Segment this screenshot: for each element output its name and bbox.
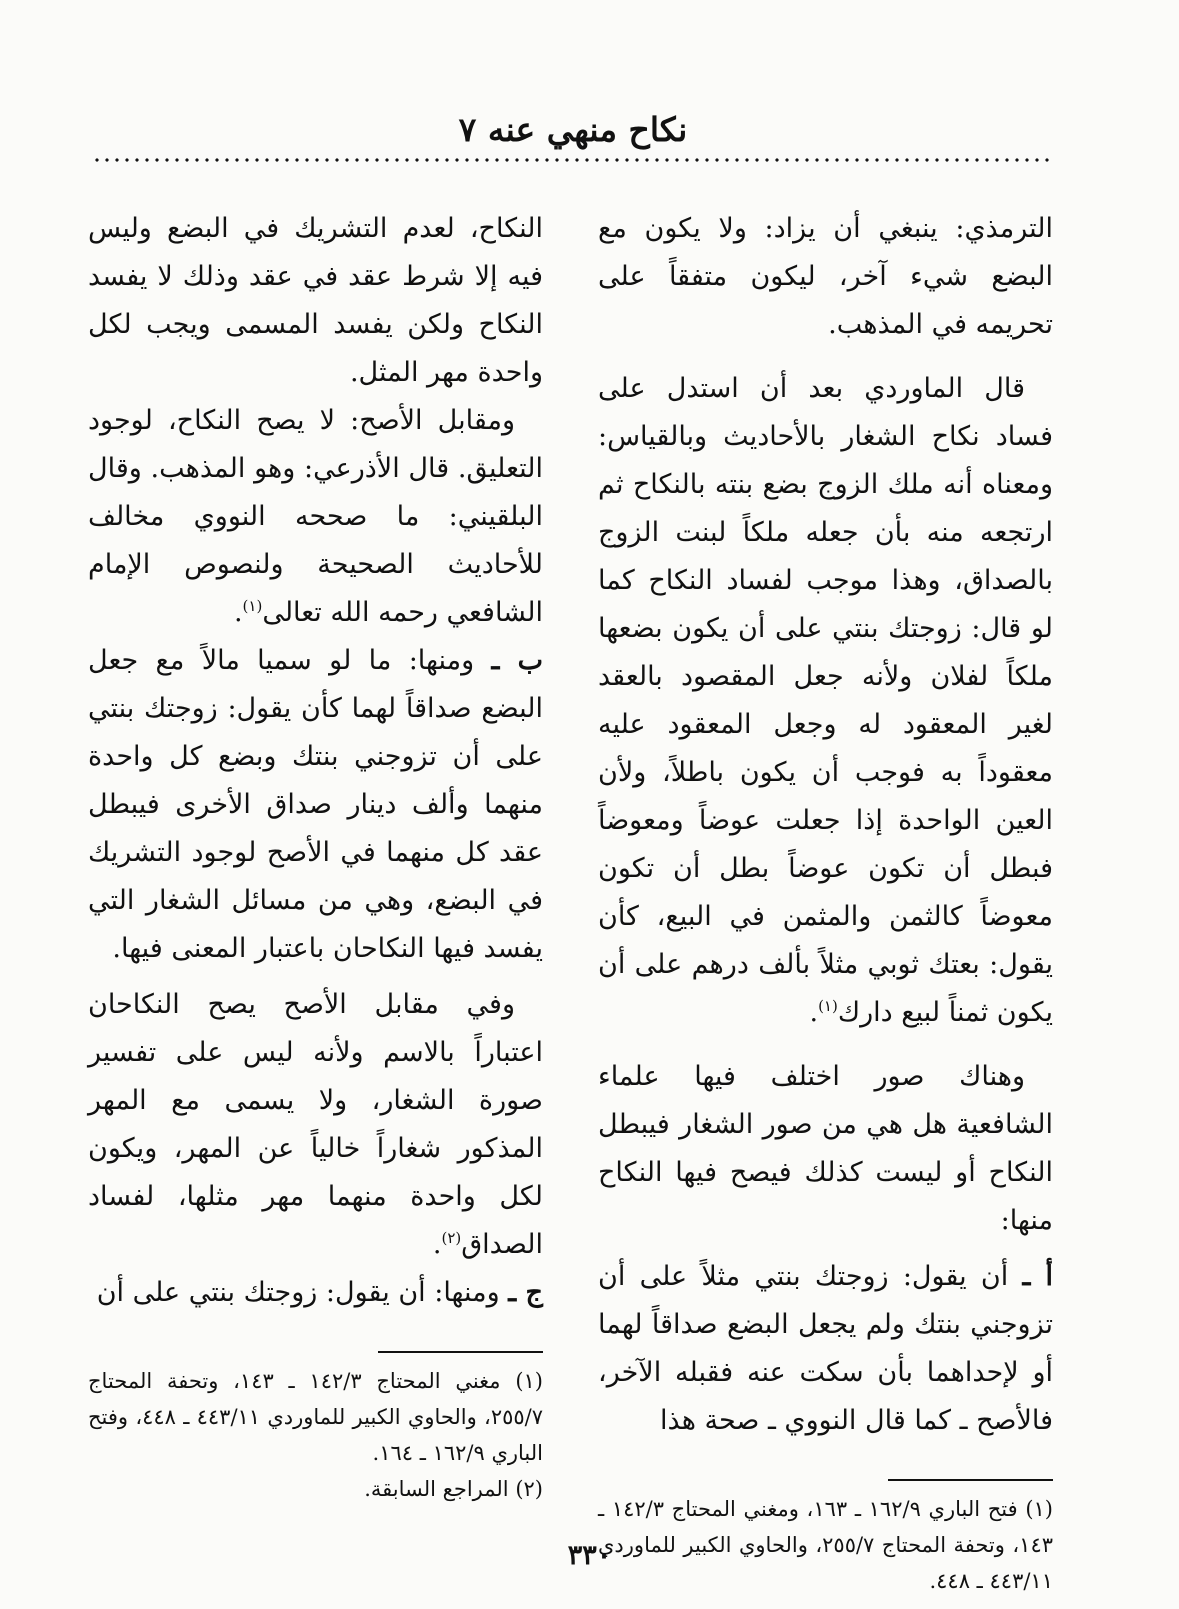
footnote-ref: (١) [242,597,263,615]
item-letter: ب ـ [491,645,543,676]
paragraph [88,637,543,973]
page-number: ٣٣٠ [567,1540,612,1571]
paragraph: الترمذي: ينبغي أن يزاد: ولا يكون مع البضع شيء آخر، ليكون متفقاً على تحريمه في المذهب. [598,213,1053,340]
paragraph-text: ومنها: ما لو سميا مالاً مع جعل البضع صداقاً لهما كأن يقول: زوجتك بنتي على أن تزوجني بنتك وبضع كل واحدة منهما وألف دينار صداق الأخرى فيبطل عقد كل منهما في الأصح لوجود التشريك في البضع، وهي من مسائل الشغار التي يفسد فيها النكاحان باعتبار المعنى فيها. [88,645,543,964]
footnote [88,1471,543,1507]
footnote-rule [888,1479,1053,1481]
paragraph-end: . [233,597,243,628]
paragraph [598,365,1053,1037]
footnote-number: (١) [515,1369,543,1393]
footnote-ref: (١) [818,997,838,1015]
footnote-text: مغني المحتاج ١٤٢/٣ ـ ١٤٣، وتحفة المحتاج ٢٥٥/٧، والحاوي الكبير للماوردي ٤٤٣/١١ ـ ٤٤٨، وفتح الباري ١٦٢/٩ ـ ١٦٤. [88,1369,544,1465]
footnote-text: فتح الباري ١٦٢/٩ ـ ١٦٣، ومغني المحتاج ١٤٢/٣ ـ ١٤٣، وتحفة المحتاج ٢٥٥/٧، والحاوي الكبير للماوردي ٤٤٣/١١ ـ ٤٤٨. [598,1497,1054,1593]
paragraph [88,1269,543,1317]
footnote-text: المراجع السابقة. [364,1477,509,1501]
left-column [88,205,543,1507]
footnote-ref: (٢) [441,1229,462,1247]
paragraph [88,397,543,637]
footnote-rule [378,1351,543,1353]
right-column [598,205,1053,1599]
paragraph: النكاح، لعدم التشريك في البضع وليس فيه إلا شرط عقد في عقد وذلك لا يفسد النكاح ولكن يفسد المسمى ويجب لكل واحدة مهر المثل. [88,213,543,388]
item-letter: ج ـ [508,1277,543,1308]
dotted-divider [92,158,1054,162]
paragraph-end: . [809,997,819,1028]
paragraph-text: وفي مقابل الأصح يصح النكاحان اعتباراً بالاسم ولأنه ليس على تفسير صورة الشغار، ولا يسمى مع المهر المذكور شغاراً خالياً عن المهر، ويكون لكل واحدة منهما مهر مثلها، لفساد الصداق [88,989,543,1260]
paragraph-text: ومقابل الأصح: لا يصح النكاح، لوجود التعليق. قال الأذرعي: وهو المذهب. وقال البلقيني: ما صححه النووي مخالف للأحاديث الصحيحة ولنصوص الإمام الشافعي رحمه الله تعالى [88,405,543,628]
footnote-number: (٢) [515,1477,543,1501]
paragraph [598,1253,1053,1445]
paragraph-text: أن يقول: زوجتك بنتي مثلاً على أن تزوجني بنتك ولم يجعل البضع صداقاً لهما أو لإحداهما بأن سكت عنه فقبله الآخر، فالأصح ـ كما قال النووي ـ صحة هذا [598,1261,1053,1436]
paragraph-text: ومنها: أن يقول: زوجتك بنتي على أن [96,1277,500,1308]
paragraph: وهناك صور اختلف فيها علماء الشافعية هل هي من صور الشغار فيبطل النكاح أو ليست كذلك فيصح فيها النكاح منها: [598,1061,1053,1236]
paragraph [88,981,543,1269]
paragraph-end: . [432,1229,442,1260]
item-letter: أ ـ [1022,1261,1054,1292]
footnote-number: (١) [1025,1497,1053,1521]
page-title: نكاح منهي عنه ٧ [458,110,688,149]
paragraph-text: قال الماوردي بعد أن استدل على فساد نكاح الشغار بالأحاديث وبالقياس: ومعناه أنه ملك الزوج بضع بنته بالنكاح ثم ارتجعه منه بأن جعله ملكاً لبنت الزوج بالصداق، وهذا موجب لفساد النكاح كما لو قال: زوجتك بنتي على أن يكون بضعها ملكاً لفلان ولأنه جعل المقصود بالعقد لغير المعقود له وجعل المعقود عليه معقوداً به فوجب أن يكون باطلاً، ولأن العين الواحدة إذا جعلت عوضاً ومعوضاً فبطل أن تكون عوضاً بطل أن تكون معوضاً كالثمن والمثمن في البيع، كأن يقول: بعتك ثوبي مثلاً بألف درهم على أن يكون ثمناً لبيع دارك [598,373,1053,1028]
footnote [88,1363,543,1471]
